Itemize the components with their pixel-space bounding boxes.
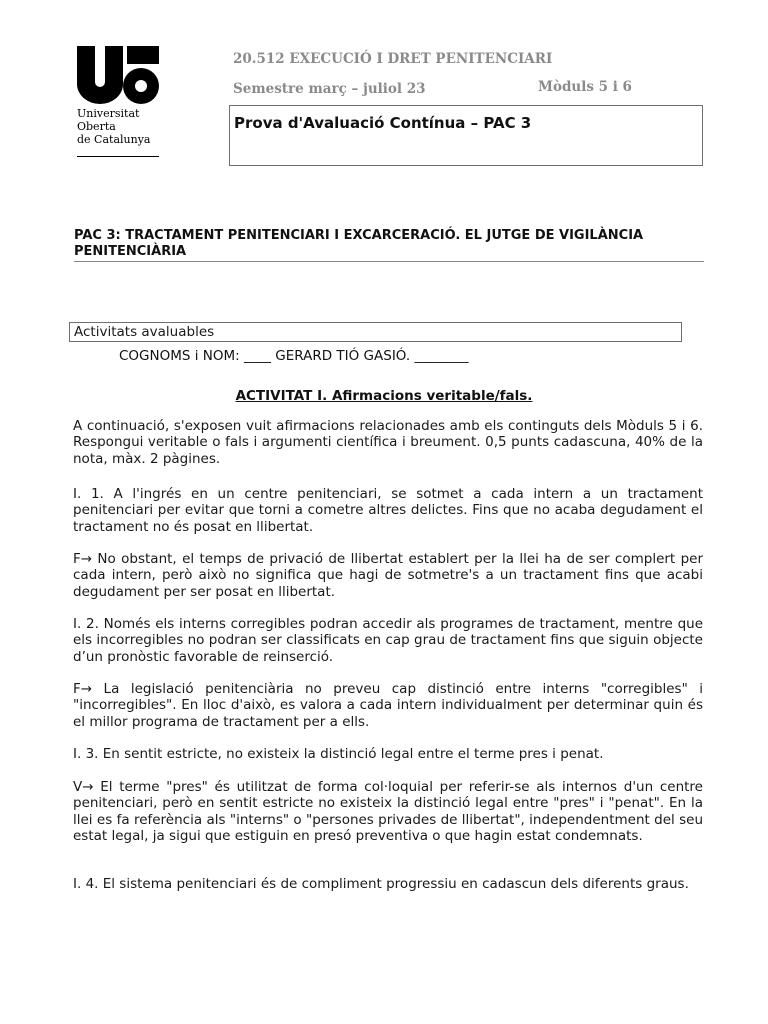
course-code: 20.512 EXECUCIÓ I DRET PENITENCIARI <box>233 51 553 67</box>
intro-paragraph: A continuació, s'exposen vuit afirmacions relacionades amb els continguts dels Mòduls 5 i 6. Respongui veritable o fals i argumenti científica i breument. 0,5 punts cadascuna, 40% de la nota, màx. 2 pàgines. <box>73 418 703 467</box>
uoc-logo-mark <box>77 46 159 104</box>
uoc-logo <box>77 46 159 146</box>
statement-3: I. 3. En sentit estricte, no existeix la distinció legal entre el terme pres i penat. <box>73 746 604 762</box>
exam-title: Prova d'Avaluació Contínua – PAC 3 <box>234 114 532 132</box>
student-name-line: COGNOMS i NOM: ____ GERARD TIÓ GASIÓ. ________ <box>119 348 469 364</box>
answer-2: F→ La legislació penitenciària no preveu cap distinció entre interns "corregibles" i "incorregibles". En lloc d'això, es valora a cada intern individualment per determinar quin és el millor programa de tractament per a ells. <box>73 681 703 730</box>
modules: Mòduls 5 i 6 <box>538 79 632 95</box>
title-divider <box>74 261 704 262</box>
statement-1: I. 1. A l'ingrés en un centre penitenciari, se sotmet a cada intern a un tractament penitenciari per evitar que torni a cometre altres delictes. Fins que no acaba degudament el tractament no és posat en llibertat. <box>73 486 703 535</box>
logo-line: Oberta <box>77 120 116 133</box>
logo-underline <box>77 156 159 157</box>
statement-4: I. 4. El sistema penitenciari és de compliment progressiu en cadascun dels diferents graus. <box>73 876 689 892</box>
answer-3: V→ El terme "pres" és utilitzat de forma col·loquial per referir-se als internos d'un centre penitenciari, però en sentit estricte no existeix la distinció legal entre "pres" i "penat". En la llei es fa referència als "interns" o "persones privades de llibertat", independentment del seu estat legal, ja sigui que estiguin en presó preventiva o que hagin estat condemnats. <box>73 779 703 844</box>
logo-line: de Catalunya <box>77 133 151 146</box>
title-box <box>229 105 703 166</box>
semester: Semestre març – juliol 23 <box>233 81 426 97</box>
activity-heading: ACTIVITAT I. Afirmacions veritable/fals. <box>235 388 533 404</box>
activities-label: Activitats avaluables <box>74 324 215 340</box>
activities-box <box>69 322 682 342</box>
pac-title: PAC 3: TRACTAMENT PENITENCIARI I EXCARCERACIÓ. EL JUTGE DE VIGILÀNCIA PENITENCIÀRIA <box>74 228 644 259</box>
answer-1: F→ No obstant, el temps de privació de llibertat establert per la llei ha de ser complert per cada intern, però això no significa que hagi de sotmetre's a un tractament fins que acabi degudament per ser posat en llibertat. <box>73 551 703 600</box>
logo-line: Universitat <box>77 107 140 120</box>
statement-2: I. 2. Només els interns corregibles podran accedir als programes de tractament, mentre que els incorregibles no podran ser classificats en cap grau de tractament fins que siguin objecte d’un pronòstic favorable de reinserció. <box>73 616 703 665</box>
